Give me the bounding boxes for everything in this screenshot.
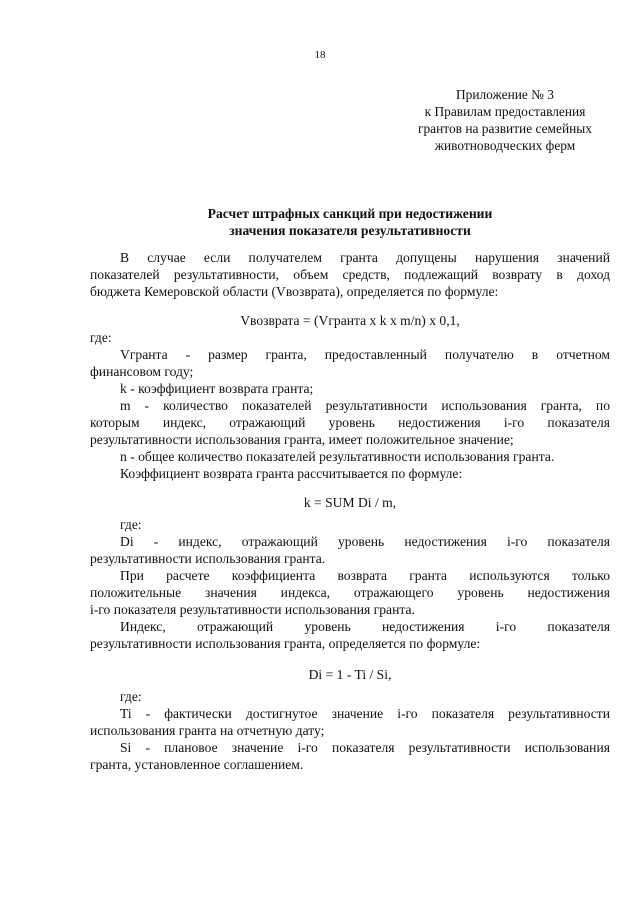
page-number: 18: [314, 49, 326, 61]
paragraph-line: m - количество показателей результативности использования гранта, по: [120, 398, 610, 413]
paragraph-line: которым индекс, отражающий уровень недостижения i-го показателя: [90, 415, 610, 430]
document-title: [90, 205, 610, 239]
paragraph-line: результативности использования гранта, определяется по формуле:: [90, 636, 481, 651]
paragraph-line: финансовом году;: [90, 364, 194, 379]
appendix-line: Приложение № 3: [455, 87, 555, 102]
where-label: где:: [90, 330, 112, 345]
paragraph-line: использования гранта на отчетную дату;: [90, 723, 325, 738]
where-label: где:: [120, 689, 142, 704]
document-body: [90, 249, 610, 773]
paragraph-line: n - общее количество показателей результативности использования гранта.: [120, 449, 555, 464]
paragraph-line: Di - индекс, отражающий уровень недостижения i-го показателя: [120, 534, 610, 549]
paragraph-line: гранта, установленное соглашением.: [90, 757, 304, 772]
paragraph-line: результативности использования гранта.: [90, 551, 326, 566]
paragraph-line: показателей результативности, объем средств, подлежащий возврату в доход: [90, 267, 610, 282]
appendix-line: грантов на развитие семейных: [417, 121, 592, 136]
paragraph-line: результативности использования гранта, имеет положительное значение;: [90, 432, 514, 447]
paragraph-line: При расчете коэффициента возврата гранта используются только: [120, 568, 610, 583]
paragraph-line: Коэффициент возврата гранта рассчитывается по формуле:: [120, 466, 463, 481]
paragraph-line: В случае если получателем гранта допущены нарушения значений: [120, 250, 610, 265]
appendix-header: [400, 86, 610, 154]
where-label: где:: [120, 517, 142, 532]
paragraph-line: k - коэффициент возврата гранта;: [120, 381, 314, 396]
paragraph-line: Индекс, отражающий уровень недостижения i-го показателя: [120, 619, 610, 634]
paragraph-line: бюджета Кемеровской области (Vвозврата), определяется по формуле:: [90, 284, 499, 299]
paragraph-line: положительные значения индекса, отражающего уровень недостижения: [90, 585, 610, 600]
title-line: значения показателя результативности: [229, 223, 471, 238]
formula-coefficient: k = SUM Di / m,: [303, 495, 397, 510]
appendix-line: животноводческих ферм: [434, 138, 576, 153]
paragraph-line: i-го показателя результативности использования гранта.: [90, 602, 415, 617]
paragraph-line: Ti - фактически достигнутое значение i-го показателя результативности: [120, 706, 610, 721]
paragraph-line: Vгранта - размер гранта, предоставленный получателю в отчетном: [120, 347, 610, 362]
appendix-line: к Правилам предоставления: [424, 104, 586, 119]
paragraph-line: Si - плановое значение i-го показателя результативности использования: [120, 740, 610, 755]
formula-return-amount: Vвозврата = (Vгранта x k x m/n) x 0,1,: [240, 313, 460, 328]
formula-index: Di = 1 - Ti / Si,: [308, 667, 392, 682]
title-line: Расчет штрафных санкций при недостижении: [207, 206, 493, 221]
